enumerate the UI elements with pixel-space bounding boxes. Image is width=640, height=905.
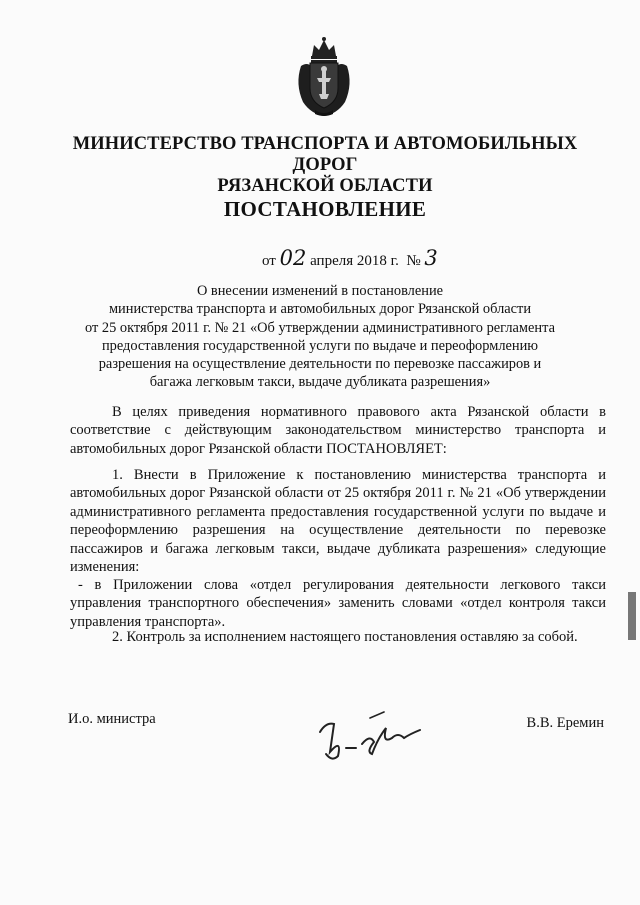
- subject-line: предоставления государственной услуги по выдаче и переоформлению: [101, 337, 539, 354]
- number-label: №: [406, 253, 421, 269]
- date-prefix: от: [262, 253, 276, 269]
- signatory-name: В.В. Еремин: [526, 715, 604, 731]
- subject-line: разрешения на осуществление деятельности по перевозке пассажиров и: [98, 356, 542, 373]
- date-line: [262, 246, 438, 270]
- handwritten-signature-icon: [312, 708, 424, 768]
- subject-line: министерства транспорта и автомобильных дорог Рязанской области: [108, 301, 532, 318]
- item-2-paragraph: 2. Контроль за исполнением настоящего постановления оставляю за собой.: [112, 629, 578, 645]
- scan-margin-mark: [628, 592, 636, 640]
- item-1-paragraph: 1. Внести в Приложение к постановлению министерства транспорта и автомобильных дорог Рязанской области от 25 октября 2011 г. № 21 «Об утверждении административного регламента предоставления государственной услуги по выдаче и переоформлению разрешения на осуществление деятельности по перевозке пассажиров и багажа легковым такси, выдаче дубликата разрешения» следующие изменения:: [70, 467, 606, 576]
- document-number-handwritten: 3: [424, 246, 438, 270]
- ministry-title: МИНИСТЕРСТВО ТРАНСПОРТА И АВТОМОБИЛЬНЫХ ДОРОГ: [72, 134, 578, 175]
- document-subject: [60, 282, 580, 392]
- signatory-title: И.о. министра: [68, 711, 156, 727]
- coat-of-arms-icon: [293, 36, 355, 118]
- item-1-subitem: - в Приложении слова «отдел регулирования деятельности легкового такси управления транспортного обеспечения» заменить словами «отдел контроля такси управления транспорта».: [70, 577, 606, 630]
- document-type: ПОСТАНОВЛЕНИЕ: [223, 197, 427, 221]
- date-day-handwritten: 02: [279, 246, 307, 270]
- subject-line: О внесении изменений в постановление: [196, 283, 444, 299]
- preamble-paragraph: В целях приведения нормативного правового акта Рязанской области в соответствие с действующим законодательством министерство транспорта и автомобильных дорог Рязанской области ПОСТАНОВЛЯЕТ:: [70, 404, 606, 457]
- ministry-region: РЯЗАНСКОЙ ОБЛАСТИ: [217, 176, 433, 196]
- subject-line: багажа легковым такси, выдаче дубликата разрешения»: [149, 374, 491, 391]
- date-month-year: апреля 2018 г.: [310, 253, 399, 269]
- ministry-name: [40, 134, 610, 197]
- subject-line: от 25 октября 2011 г. № 21 «Об утверждении административного регламента: [85, 319, 555, 336]
